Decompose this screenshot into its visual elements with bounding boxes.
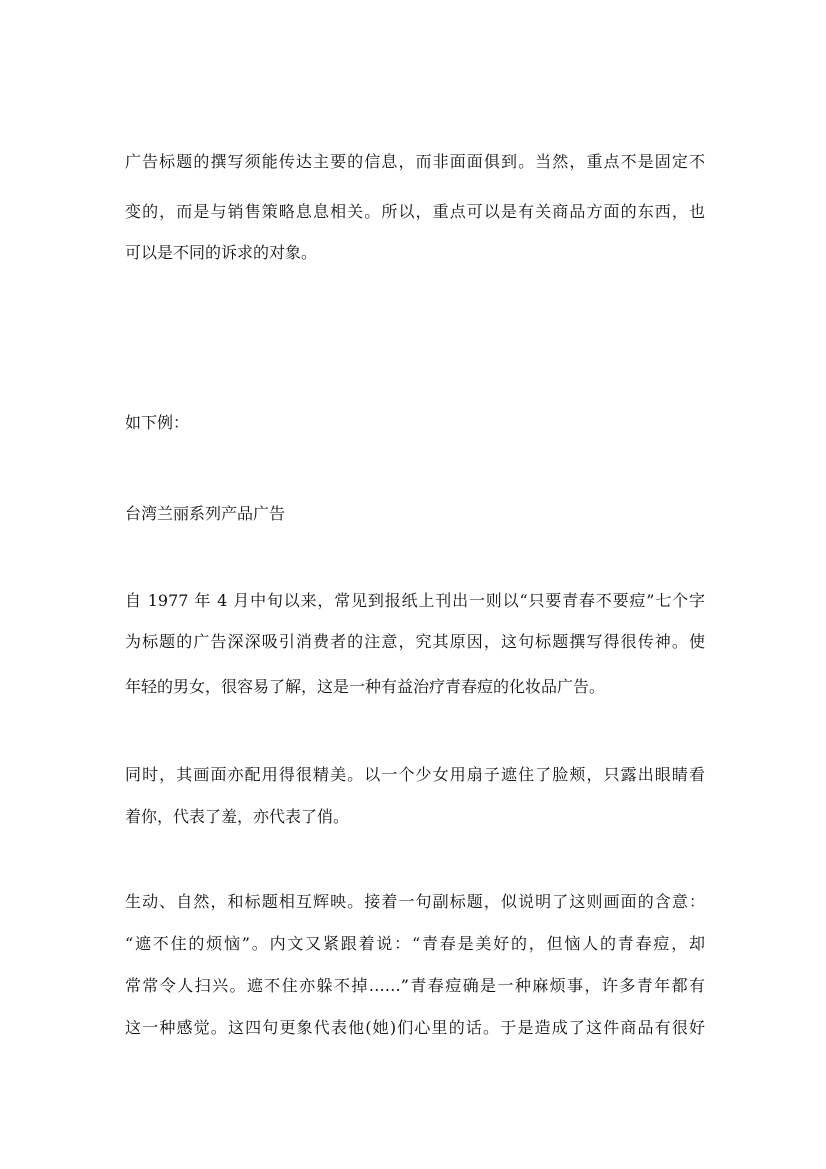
paragraph-1-line-1: 广告标题的撰写须能传达主要的信息，而非面面俱到。当然，重点不是固定不 — [125, 152, 705, 171]
paragraph-6-line-4: 这一种感觉。这四句更象代表他(她)们心里的话。于是造成了这件商品有很好 — [125, 1018, 705, 1037]
paragraph-1-line-3: 可以是不同的诉求的对象。 — [125, 243, 318, 262]
paragraph-4-line-3: 年轻的男女，很容易了解，这是一种有益治疗青春痘的化妆品广告。 — [125, 677, 606, 696]
paragraph-5-line-2: 着你，代表了羞，亦代表了俏。 — [125, 807, 350, 826]
paragraph-6-line-2: “遮不住的烦恼”。内文又紧跟着说：“青春是美好的，但恼人的青春痘，却 — [125, 934, 705, 953]
paragraph-1-line-2: 变的，而是与销售策略息息相关。所以，重点可以是有关商品方面的东西，也 — [125, 202, 705, 221]
ad-title-line: 台湾兰丽系列产品广告 — [125, 504, 286, 523]
paragraph-4-line-1: 自 1977 年 4 月中旬以来，常见到报纸上刊出一则以“只要青春不要痘”七个字 — [125, 591, 705, 610]
paragraph-5-line-1: 同时，其画面亦配用得很精美。以一个少女用扇子遮住了脸颊，只露出眼睛看 — [125, 765, 705, 784]
paragraph-4-line-2: 为标题的广告深深吸引消费者的注意，究其原因，这句标题撰写得很传神。使 — [125, 632, 705, 651]
paragraph-6-line-1: 生动、自然，和标题相互辉映。接着一句副标题，似说明了这则画面的含意： — [125, 892, 705, 911]
example-intro-line: 如下例： — [125, 413, 190, 432]
paragraph-6-line-3: 常常令人扫兴。遮不住亦躲不掉……”青春痘确是一种麻烦事，许多青年都有 — [125, 976, 705, 995]
